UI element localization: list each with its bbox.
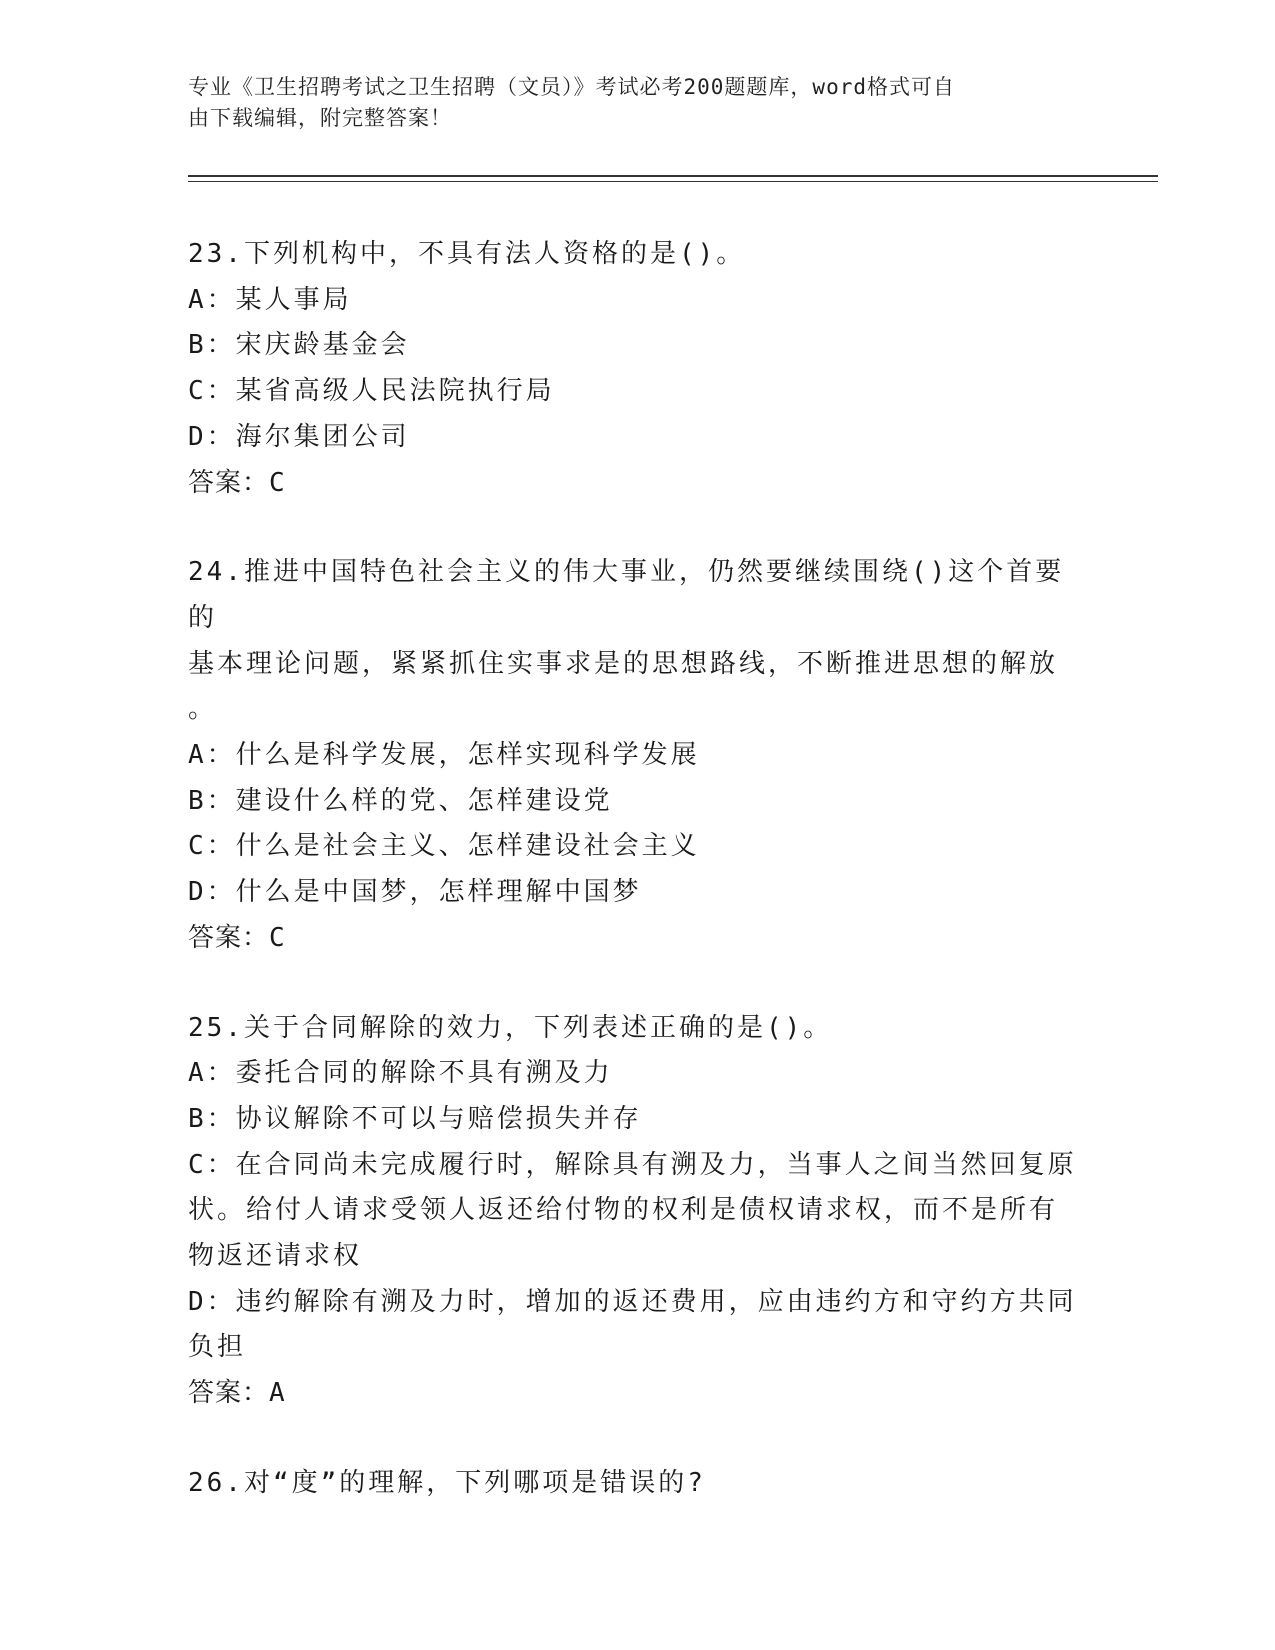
question-block	[188, 1006, 1088, 1417]
answer-option-line: 状。给付人请求受领人返还给付物的权利是债权请求权，而不是所有	[188, 1195, 1059, 1226]
answer-option	[188, 1097, 1088, 1143]
question-list	[188, 232, 1088, 1551]
answer-key-value: C	[269, 467, 286, 498]
answer-option-line: C：某省高级人民法院执行局	[188, 376, 555, 407]
answer-option	[188, 415, 1088, 461]
question-stem-line: 基本理论问题，紧紧抓住实事求是的思想路线，不断推进思想的解放	[188, 648, 1059, 679]
answer-option	[188, 278, 1088, 324]
header-divider-thick	[188, 175, 1158, 177]
question-stem-line: 。	[188, 694, 218, 725]
answer-key	[188, 916, 1088, 962]
answer-option-line: A：委托合同的解除不具有溯及力	[188, 1058, 613, 1089]
answer-key-label: 答案：	[188, 1378, 270, 1409]
answer-option	[188, 1280, 1088, 1371]
answer-key-label: 答案：	[188, 922, 270, 953]
answer-key-label: 答案：	[188, 467, 270, 498]
question-block	[188, 550, 1088, 961]
question-block	[188, 1461, 1088, 1507]
question-stem-line: 25.关于合同解除的效力，下列表述正确的是()。	[188, 1012, 833, 1043]
document-header	[188, 72, 1088, 134]
question-stem-line: 24.推进中国特色社会主义的伟大事业，仍然要继续围绕()这个首要的	[188, 557, 1065, 633]
answer-option-line: D：海尔集团公司	[188, 421, 410, 452]
answer-key	[188, 1371, 1088, 1417]
header-line-1: 专业《卫生招聘考试之卫生招聘（文员）》考试必考200题题库，word格式可自	[188, 75, 955, 99]
answer-option-line: A：某人事局	[188, 284, 352, 315]
answer-option	[188, 1051, 1088, 1097]
answer-option-line: B：建设什么样的党、怎样建设党	[188, 785, 613, 816]
answer-key	[188, 461, 1088, 507]
header-line-2: 由下载编辑，附完整答案！	[188, 106, 452, 130]
answer-option-line: 物返还请求权	[188, 1241, 363, 1272]
answer-option-line: B：宋庆龄基金会	[188, 330, 410, 361]
answer-option	[188, 824, 1088, 870]
answer-option-line: B：协议解除不可以与赔偿损失并存	[188, 1103, 642, 1134]
answer-option-line: A：什么是科学发展，怎样实现科学发展	[188, 740, 700, 771]
answer-option-line: C：在合同尚未完成履行时，解除具有溯及力，当事人之间当然回复原	[188, 1149, 1077, 1180]
answer-option-line: C：什么是社会主义、怎样建设社会主义	[188, 831, 700, 862]
answer-key-value: A	[269, 1378, 286, 1409]
answer-option	[188, 1143, 1088, 1280]
question-stem-line: 26.对“度”的理解，下列哪项是错误的?	[188, 1467, 706, 1498]
question-block	[188, 232, 1088, 506]
answer-option-line: D：什么是中国梦，怎样理解中国梦	[188, 877, 642, 908]
header-divider-thin	[188, 181, 1158, 182]
answer-option-line: 负担	[188, 1332, 247, 1363]
answer-option	[188, 369, 1088, 415]
answer-option	[188, 323, 1088, 369]
question-stem-line: 23.下列机构中，不具有法人资格的是()。	[188, 239, 746, 269]
answer-option	[188, 733, 1088, 779]
answer-option-line: D：违约解除有溯及力时，增加的返还费用，应由违约方和守约方共同	[188, 1286, 1077, 1317]
answer-option	[188, 779, 1088, 825]
answer-key-value: C	[269, 922, 286, 953]
answer-option	[188, 870, 1088, 916]
